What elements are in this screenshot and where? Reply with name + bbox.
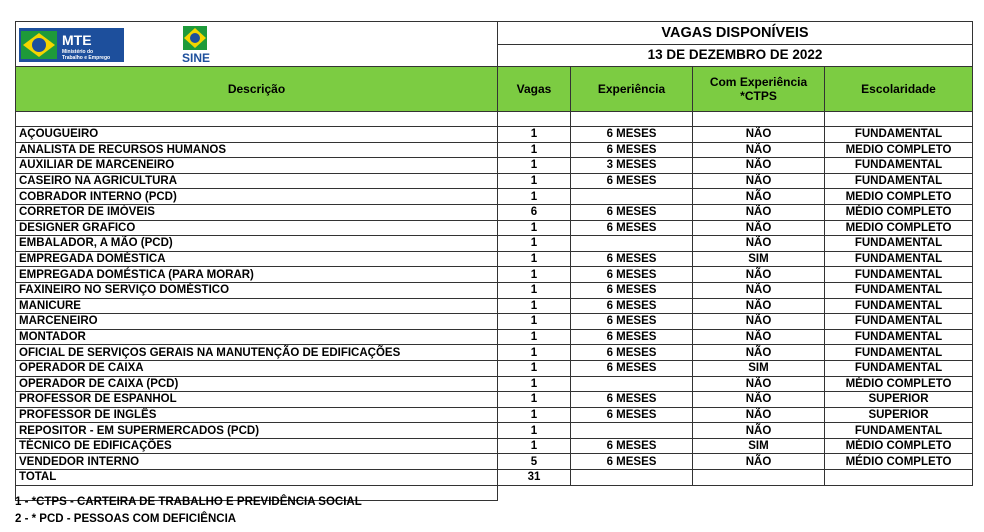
cell-experiencia: 6 MESES (571, 407, 693, 423)
table-row (16, 438, 973, 454)
cell-experiencia (571, 189, 693, 205)
cell-descricao: PROFESSOR DE INGLÊS (16, 407, 498, 423)
cell-vagas: 1 (498, 345, 571, 361)
table-row (16, 173, 973, 189)
column-header-descricao: Descrição (16, 67, 498, 112)
cell-escolaridade: FUNDAMENTAL (825, 314, 973, 330)
column-header-vagas: Vagas (498, 67, 571, 112)
table-row (16, 220, 973, 236)
cell-descricao: OPERADOR DE CAIXA (16, 360, 498, 376)
cell-ctps: NÃO (693, 158, 825, 174)
cell-experiencia: 6 MESES (571, 267, 693, 283)
table-row (16, 329, 973, 345)
cell-descricao: AUXILIAR DE MARCENEIRO (16, 158, 498, 174)
cell-experiencia: 6 MESES (571, 438, 693, 454)
logo-cell (16, 22, 498, 67)
table-row (16, 267, 973, 283)
cell-vagas: 1 (498, 127, 571, 143)
cell-vagas: 1 (498, 189, 571, 205)
cell-vagas: 1 (498, 158, 571, 174)
total-value: 31 (498, 470, 571, 486)
cell-experiencia: 6 MESES (571, 204, 693, 220)
page-title: VAGAS DISPONÍVEIS (498, 22, 973, 45)
table-row (16, 454, 973, 470)
total-label: TOTAL (16, 470, 498, 486)
table-row (16, 204, 973, 220)
cell-escolaridade: FUNDAMENTAL (825, 173, 973, 189)
cell-vagas: 1 (498, 438, 571, 454)
table-row (16, 251, 973, 267)
cell-ctps: NÃO (693, 329, 825, 345)
cell-descricao: ANALISTA DE RECURSOS HUMANOS (16, 142, 498, 158)
cell-descricao: FAXINEIRO NO SERVIÇO DOMÉSTICO (16, 282, 498, 298)
cell-escolaridade: MEDIO COMPLETO (825, 142, 973, 158)
column-header-ctps: Com Experiência *CTPS (693, 67, 825, 112)
table-row (16, 236, 973, 252)
table-row (16, 158, 973, 174)
cell-descricao: OPERADOR DE CAIXA (PCD) (16, 376, 498, 392)
cell-ctps: NÃO (693, 142, 825, 158)
cell-vagas: 1 (498, 314, 571, 330)
cell-descricao: EMPREGADA DOMÉSTICA (16, 251, 498, 267)
cell-descricao: REPOSITOR - EM SUPERMERCADOS (PCD) (16, 423, 498, 439)
table-row (16, 345, 973, 361)
footnote-pcd: 2 - * PCD - PESSOAS COM DEFICIÊNCIA (15, 513, 237, 525)
cell-escolaridade: FUNDAMENTAL (825, 329, 973, 345)
cell-experiencia (571, 376, 693, 392)
cell-vagas: 1 (498, 251, 571, 267)
cell-escolaridade: FUNDAMENTAL (825, 298, 973, 314)
cell-descricao: CASEIRO NA AGRICULTURA (16, 173, 498, 189)
cell-descricao: AÇOUGUEIRO (16, 127, 498, 143)
cell-experiencia: 6 MESES (571, 360, 693, 376)
cell-vagas: 1 (498, 173, 571, 189)
cell-vagas: 1 (498, 376, 571, 392)
cell-descricao: OFICIAL DE SERVIÇOS GERAIS NA MANUTENÇÃO DE EDIFICAÇÕES (16, 345, 498, 361)
mte-logo (19, 28, 124, 62)
cell-vagas: 6 (498, 204, 571, 220)
cell-ctps: NÃO (693, 267, 825, 283)
svg-text:SINE: SINE (181, 51, 211, 65)
cell-ctps: NÃO (693, 298, 825, 314)
table-row (16, 314, 973, 330)
cell-experiencia: 6 MESES (571, 314, 693, 330)
cell-vagas: 1 (498, 407, 571, 423)
table-row (16, 142, 973, 158)
cell-descricao: TÉCNICO DE EDIFICAÇÕES (16, 438, 498, 454)
cell-experiencia: 6 MESES (571, 142, 693, 158)
cell-ctps: SIM (693, 251, 825, 267)
svg-text:Ministério do: Ministério do (62, 49, 94, 55)
cell-ctps: NÃO (693, 392, 825, 408)
column-header-row (16, 67, 973, 112)
cell-descricao: MONTADOR (16, 329, 498, 345)
title-row (16, 22, 973, 45)
cell-escolaridade: FUNDAMENTAL (825, 127, 973, 143)
cell-escolaridade: MEDIO COMPLETO (825, 220, 973, 236)
cell-ctps: NÃO (693, 314, 825, 330)
cell-vagas: 1 (498, 220, 571, 236)
footnotes (15, 494, 362, 528)
cell-ctps: NÃO (693, 189, 825, 205)
cell-ctps: NÃO (693, 236, 825, 252)
table-row (16, 360, 973, 376)
cell-descricao: COBRADOR INTERNO (PCD) (16, 189, 498, 205)
table-row (16, 376, 973, 392)
footnote-ctps: 1 - *CTPS - CARTEIRA DE TRABALHO E PREVIDÊNCIA SOCIAL (15, 496, 362, 508)
cell-ctps: NÃO (693, 204, 825, 220)
cell-escolaridade: FUNDAMENTAL (825, 345, 973, 361)
cell-vagas: 1 (498, 423, 571, 439)
table-row (16, 282, 973, 298)
cell-ctps: NÃO (693, 127, 825, 143)
cell-experiencia: 3 MESES (571, 158, 693, 174)
cell-ctps: NÃO (693, 173, 825, 189)
cell-ctps: NÃO (693, 282, 825, 298)
cell-descricao: MANICURE (16, 298, 498, 314)
cell-vagas: 1 (498, 267, 571, 283)
table-row (16, 407, 973, 423)
cell-escolaridade: FUNDAMENTAL (825, 251, 973, 267)
cell-escolaridade: FUNDAMENTAL (825, 282, 973, 298)
cell-ctps: NÃO (693, 220, 825, 236)
cell-escolaridade: SUPERIOR (825, 392, 973, 408)
report-date: 13 DE DEZEMBRO DE 2022 (498, 44, 973, 67)
total-row (16, 470, 973, 486)
cell-descricao: DESIGNER GRAFICO (16, 220, 498, 236)
cell-experiencia: 6 MESES (571, 454, 693, 470)
cell-escolaridade: MEDIO COMPLETO (825, 189, 973, 205)
cell-ctps: NÃO (693, 376, 825, 392)
vacancies-table (15, 21, 973, 501)
cell-escolaridade: FUNDAMENTAL (825, 267, 973, 283)
cell-vagas: 1 (498, 142, 571, 158)
cell-experiencia: 6 MESES (571, 173, 693, 189)
cell-experiencia: 6 MESES (571, 345, 693, 361)
cell-vagas: 1 (498, 329, 571, 345)
cell-escolaridade: MÉDIO COMPLETO (825, 438, 973, 454)
cell-experiencia: 6 MESES (571, 392, 693, 408)
cell-descricao: CORRETOR DE IMÓVEIS (16, 204, 498, 220)
cell-ctps: SIM (693, 438, 825, 454)
cell-experiencia: 6 MESES (571, 251, 693, 267)
cell-experiencia: 6 MESES (571, 282, 693, 298)
cell-escolaridade: FUNDAMENTAL (825, 236, 973, 252)
cell-ctps: NÃO (693, 454, 825, 470)
cell-escolaridade: SUPERIOR (825, 407, 973, 423)
cell-vagas: 1 (498, 282, 571, 298)
cell-vagas: 1 (498, 360, 571, 376)
svg-text:MTE: MTE (62, 32, 92, 48)
table-row (16, 298, 973, 314)
cell-escolaridade: MÉDIO COMPLETO (825, 454, 973, 470)
vacancies-sheet (15, 21, 972, 501)
table-row (16, 189, 973, 205)
cell-escolaridade: MÉDIO COMPLETO (825, 376, 973, 392)
cell-descricao: VENDEDOR INTERNO (16, 454, 498, 470)
cell-ctps: SIM (693, 360, 825, 376)
cell-vagas: 5 (498, 454, 571, 470)
cell-escolaridade: FUNDAMENTAL (825, 423, 973, 439)
cell-vagas: 1 (498, 392, 571, 408)
cell-experiencia (571, 236, 693, 252)
cell-descricao: PROFESSOR DE ESPANHOL (16, 392, 498, 408)
spacer-row (16, 112, 973, 127)
column-header-escolaridade: Escolaridade (825, 67, 973, 112)
cell-escolaridade: FUNDAMENTAL (825, 360, 973, 376)
cell-experiencia: 6 MESES (571, 127, 693, 143)
table-row (16, 127, 973, 143)
column-header-experiencia: Experiência (571, 67, 693, 112)
cell-descricao: MARCENEIRO (16, 314, 498, 330)
cell-experiencia: 6 MESES (571, 298, 693, 314)
cell-experiencia (571, 423, 693, 439)
cell-ctps: NÃO (693, 423, 825, 439)
cell-ctps: NÃO (693, 345, 825, 361)
cell-vagas: 1 (498, 236, 571, 252)
cell-descricao: EMPREGADA DOMÉSTICA (PARA MORAR) (16, 267, 498, 283)
table-row (16, 423, 973, 439)
cell-escolaridade: FUNDAMENTAL (825, 158, 973, 174)
cell-ctps: NÃO (693, 407, 825, 423)
cell-experiencia: 6 MESES (571, 220, 693, 236)
cell-escolaridade: MÉDIO COMPLETO (825, 204, 973, 220)
cell-vagas: 1 (498, 298, 571, 314)
table-row (16, 392, 973, 408)
svg-text:Trabalho e Emprego: Trabalho e Emprego (62, 55, 111, 61)
sine-logo (173, 25, 219, 65)
cell-experiencia: 6 MESES (571, 329, 693, 345)
cell-descricao: EMBALADOR, A MÃO (PCD) (16, 236, 498, 252)
